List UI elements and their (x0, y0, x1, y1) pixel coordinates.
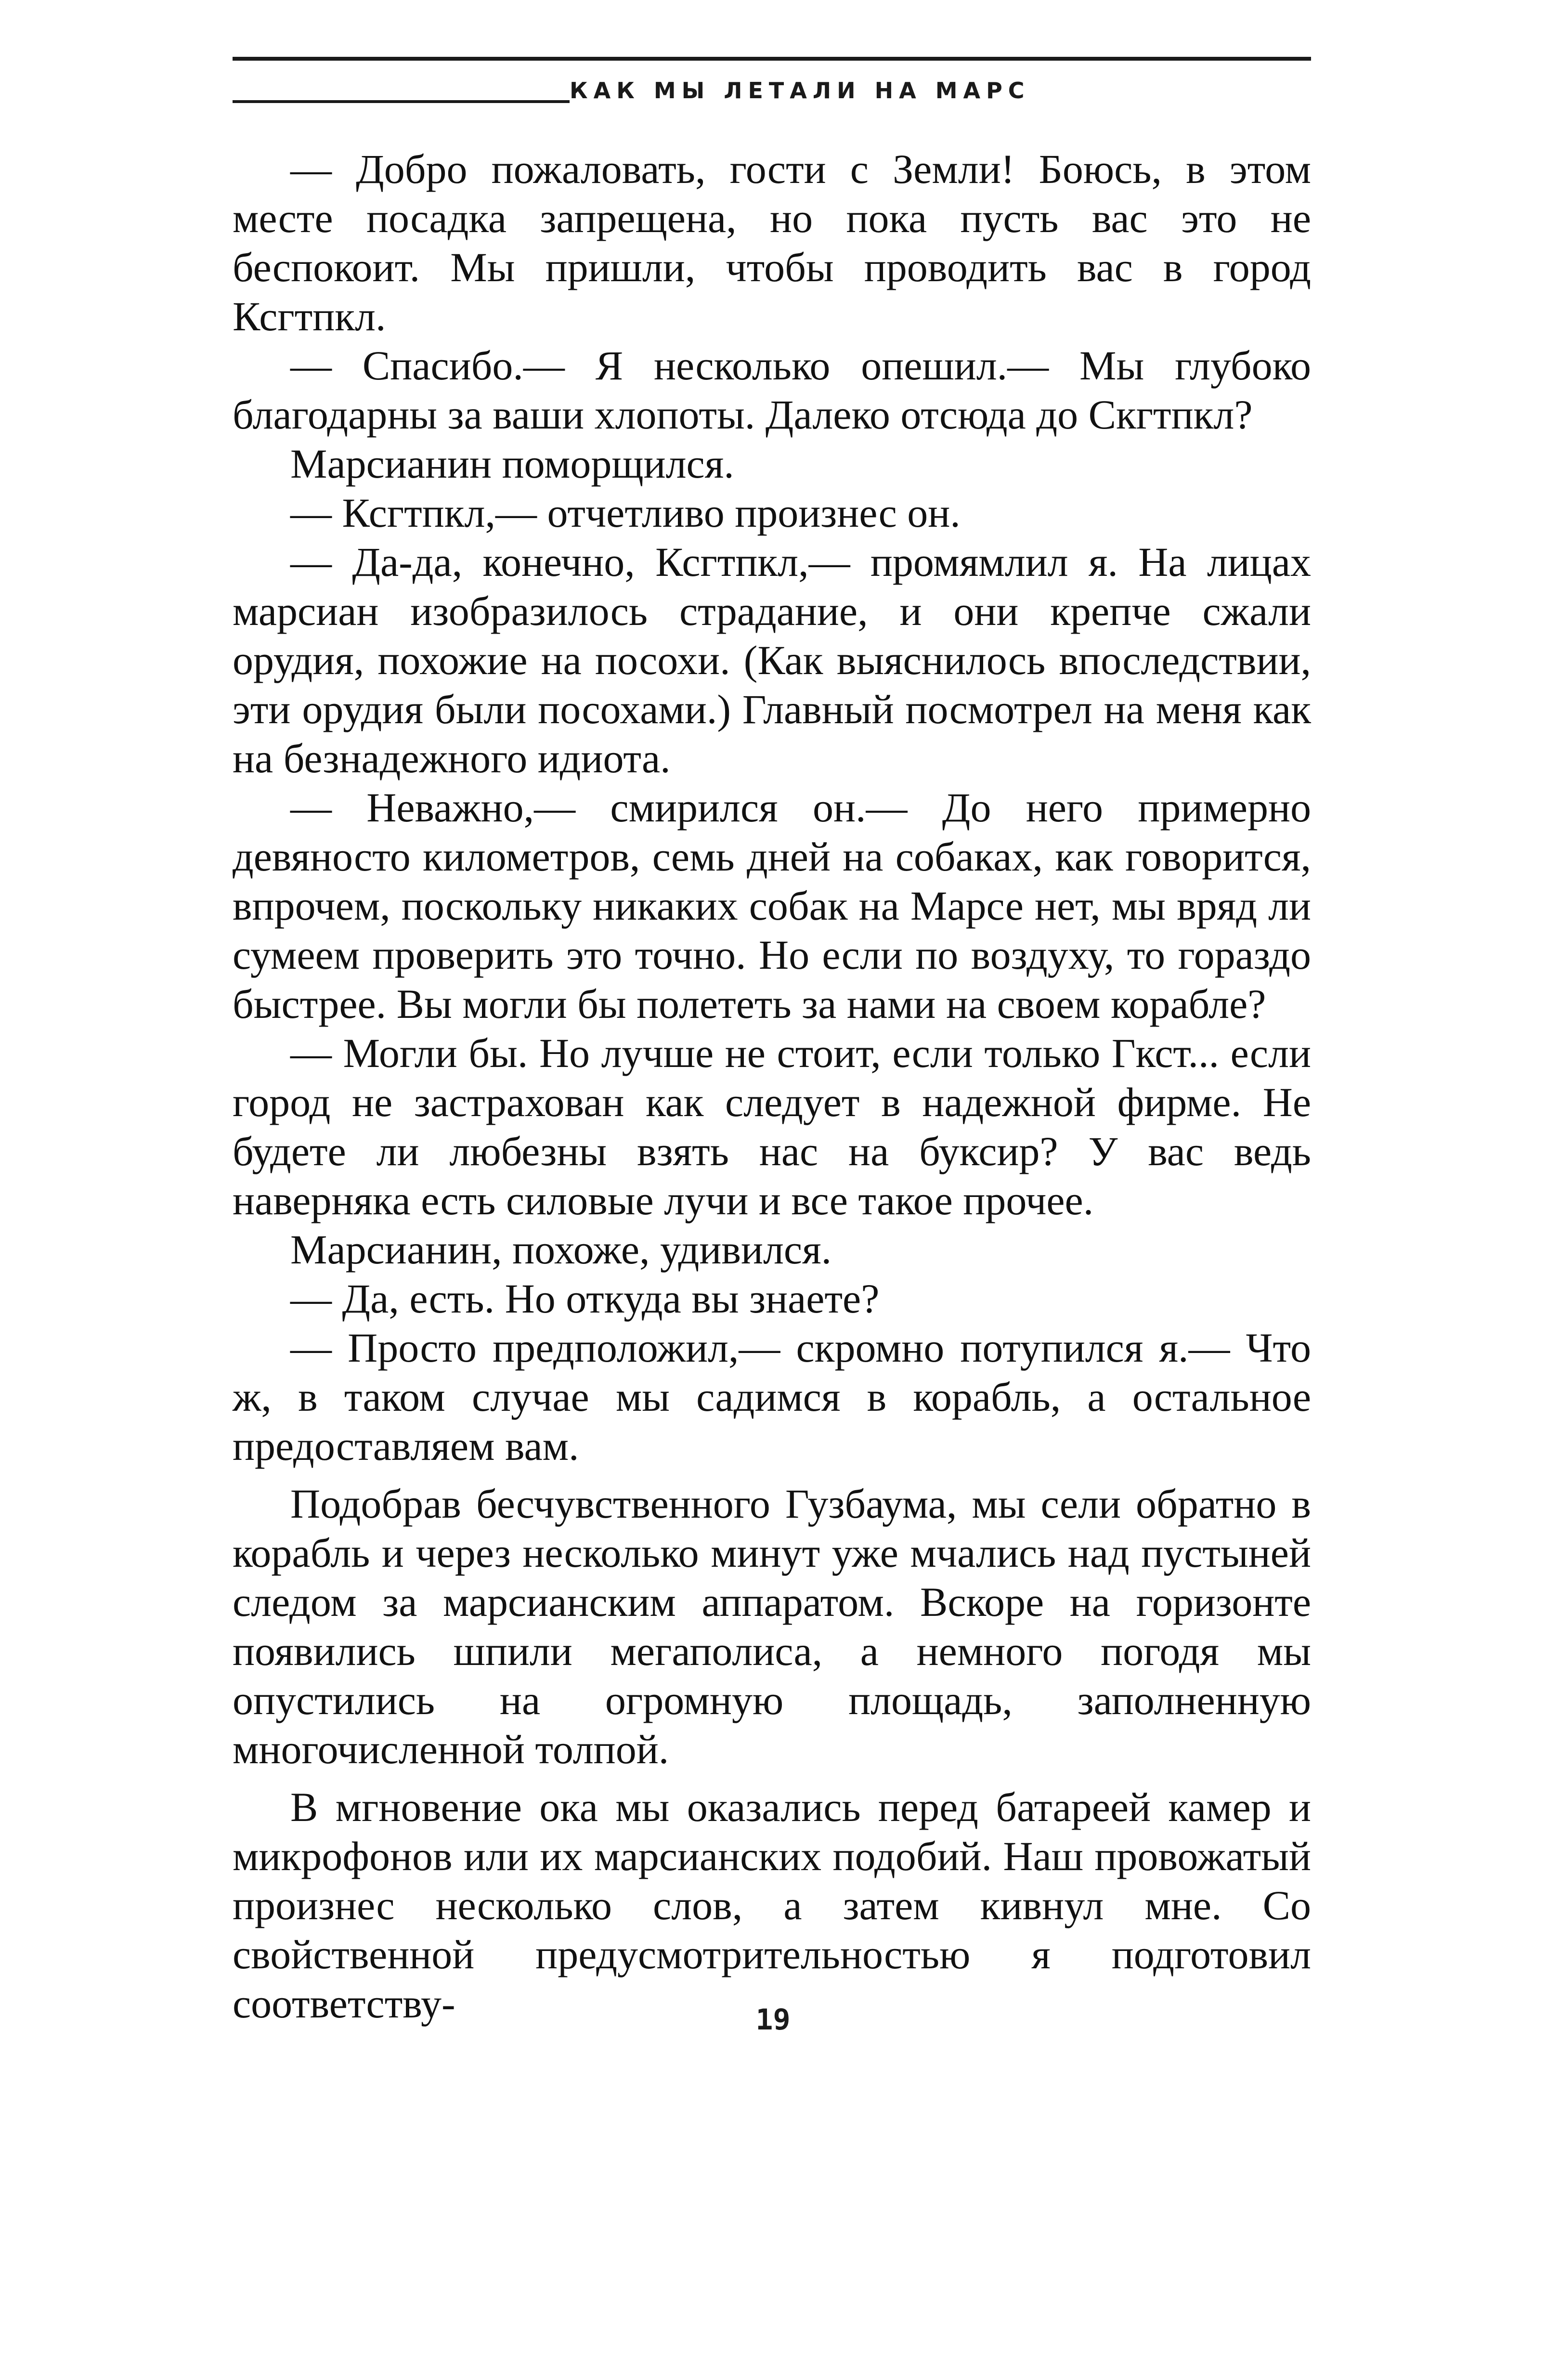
paragraph: — Спасибо.— Я несколько опешил.— Мы глубоко благодарны за ваши хлопоты. Далеко отсюда до Скгтпкл? (233, 342, 1311, 438)
header-rule-left (233, 100, 570, 103)
page-number: 19 (755, 2003, 791, 2037)
body-text (233, 144, 1311, 2028)
running-title: КАК МЫ ЛЕТАЛИ НА МАРС (570, 78, 1030, 104)
paragraph: — Добро пожаловать, гости с Земли! Боюсь, в этом месте посадка запрещена, но пока пусть вас это не беспокоит. Мы пришли, чтобы проводить вас в город Ксгтпкл. (233, 146, 1311, 339)
running-header (233, 57, 1311, 105)
paragraph: Марсианин, похоже, удивился. (290, 1226, 832, 1273)
paragraph: — Ксгтпкл,— отчетливо произнес он. (290, 490, 961, 536)
paragraph: — Могли бы. Но лучше не стоит, если только Гкст... если город не застрахован как следует в надежной фирме. Не будете ли любезны взять нас на буксир? У вас ведь наверняка есть силовые лучи и все такое прочее. (233, 1030, 1311, 1223)
header-rule-top (233, 57, 1311, 61)
paragraph: В мгновение ока мы оказались перед батареей камер и микрофонов или их марсианских подобий. Наш провожатый произнес несколько слов, а затем кивнул мне. Со свойственной предусмотрительностью я подготовил соответству- (233, 1784, 1311, 2027)
paragraph: — Да, есть. Но откуда вы знаете? (290, 1275, 880, 1322)
paragraph: — Просто предположил,— скромно потупился я.— Что ж, в таком случае мы садимся в корабль, а остальное предоставляем вам. (233, 1325, 1311, 1469)
paragraph: — Да-да, конечно, Ксгтпкл,— промямлил я. На лицах марсиан изобразилось страдание, и они крепче сжали орудия, похожие на посохи. (Как выяснилось впоследствии, эти орудия были посохами.) Главный посмотрел на меня как на безнадежного идиота. (233, 539, 1311, 781)
paragraph: Марсианин поморщился. (290, 441, 734, 487)
paragraph: Подобрав бесчувственного Гузбаума, мы сели обратно в корабль и через несколько минут уже мчались над пустыней следом за марсианским аппаратом. Вскоре на горизонте появились шпили мегаполиса, а немного погодя мы опустились на огромную площадь, заполненную многочисленной толпой. (233, 1481, 1311, 1772)
paragraph: — Неважно,— смирился он.— До него примерно девяносто километров, семь дней на собаках, как говорится, впрочем, поскольку никаких собак на Марсе нет, мы вряд ли сумеем проверить это точно. Но если по воздуху, то гораздо быстрее. Вы могли бы полететь за нами на своем корабле? (233, 784, 1311, 1027)
